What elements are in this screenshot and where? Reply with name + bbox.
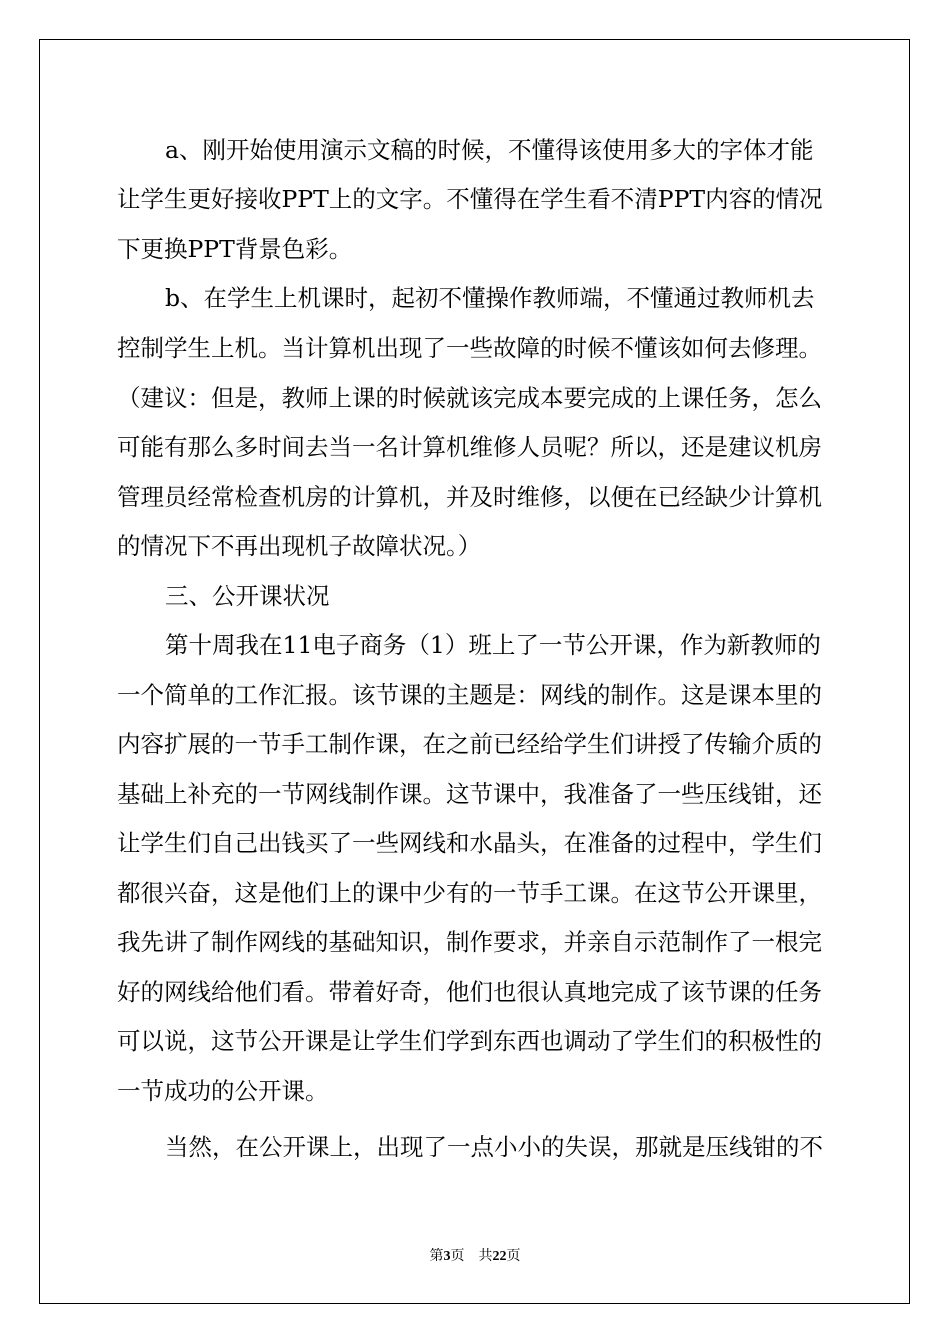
text-line: 可以说，这节公开课是让学生们学到东西也调动了学生们的积极性的 [117, 1027, 822, 1055]
text-line: 的情况下不再出现机子故障状况。） [117, 532, 482, 560]
text-line: 管理员经常检查机房的计算机，并及时维修，以便在已经缺少计算机 [117, 483, 822, 511]
text-line: 都很兴奋，这是他们上的课中少有的一节手工课。在这节公开课里， [117, 879, 822, 907]
section-heading: 三、公开课状况 [165, 582, 330, 610]
text-line: 下更换PPT背景色彩。 [117, 235, 353, 263]
page-footer [0, 1247, 950, 1266]
text-line: 基础上补充的一节网线制作课。这节课中，我准备了一些压线钳，还 [117, 780, 822, 808]
text-line: 我先讲了制作网线的基础知识，制作要求，并亲自示范制作了一根完 [117, 928, 822, 956]
text-line: b、在学生上机课时，起初不懂操作教师端，不懂通过教师机去 [165, 284, 815, 312]
text-line: 控制学生上机。当计算机出现了一些故障的时候不懂该如何去修理。 [117, 334, 822, 362]
page-border [39, 39, 910, 1304]
footer-prefix: 第 [429, 1248, 444, 1264]
footer-page-total: 22 [492, 1249, 507, 1264]
text-line: 好的网线给他们看。带着好奇，他们也很认真地完成了该节课的任务 [117, 978, 822, 1006]
text-line: 一节成功的公开课。 [117, 1077, 329, 1105]
footer-suffix: 页 [506, 1248, 521, 1264]
footer-page-current: 3 [443, 1249, 451, 1264]
text-line: 让学生更好接收PPT上的文字。不懂得在学生看不清PPT内容的情况 [117, 185, 823, 213]
text-line: 内容扩展的一节手工制作课，在之前已经给学生们讲授了传输介质的 [117, 730, 822, 758]
footer-mid: 页 共 [450, 1248, 493, 1264]
text-line: 一个简单的工作汇报。该节课的主题是：网线的制作。这是课本里的 [117, 681, 822, 709]
text-line: 让学生们自己出钱买了一些网线和水晶头，在准备的过程中，学生们 [117, 829, 822, 857]
text-line: a、刚开始使用演示文稿的时候，不懂得该使用多大的字体才能 [165, 136, 814, 164]
text-line: （建议：但是，教师上课的时候就该完成本要完成的上课任务，怎么 [117, 384, 822, 412]
text-line: 可能有那么多时间去当一名计算机维修人员呢？所以，还是建议机房 [117, 433, 822, 461]
text-line: 第十周我在11电子商务（1）班上了一节公开课，作为新教师的 [165, 631, 821, 659]
text-line: 当然，在公开课上，出现了一点小小的失误，那就是压线钳的不 [165, 1133, 823, 1161]
